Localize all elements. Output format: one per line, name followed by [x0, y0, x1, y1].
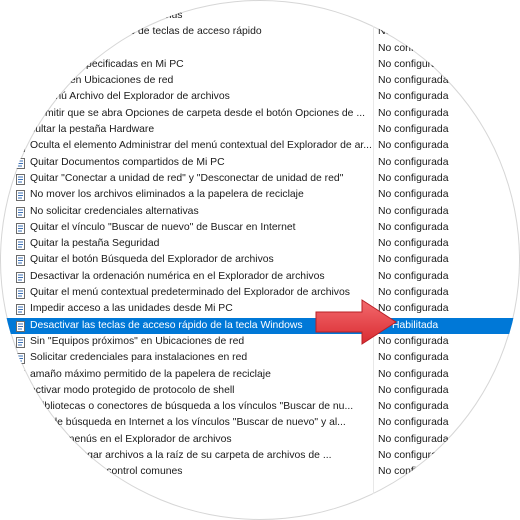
policy-name: Solicitar credenciales para instalaciones en red: [30, 352, 248, 364]
policy-name: S: [30, 42, 37, 54]
policy-state: No configurada: [378, 140, 449, 152]
policy-row[interactable]: [0, 318, 520, 334]
policy-state: No configurada: [378, 303, 449, 315]
policy-name: r bibliotecas o conectores de búsqueda a los vínculos "Buscar de nu...: [30, 401, 354, 413]
policy-state: No configurada: [378, 287, 449, 299]
policy-name: es de ventana y control comunes: [30, 466, 183, 478]
policy-setting-icon: [16, 125, 26, 136]
policy-state: No configurada: [378, 156, 449, 168]
policy-row[interactable]: [0, 204, 520, 220]
policy-state: No configurada: [378, 42, 449, 54]
policy-state: No configurada: [378, 401, 449, 413]
policy-state: No configurada: [378, 91, 449, 103]
policy-setting-icon: [16, 321, 26, 332]
policy-state: No configurada: [378, 205, 449, 217]
policy-setting-icon: [16, 304, 26, 315]
policy-state: No configurada: [378, 254, 449, 266]
policy-setting-icon: [16, 353, 26, 364]
policy-setting-icon: [16, 60, 26, 71]
policy-row[interactable]: [0, 122, 520, 138]
policy-row[interactable]: [0, 269, 520, 285]
policy-row[interactable]: [0, 285, 520, 301]
policy-name: permitir que se abra Opciones de carpeta desde el botón Opciones de ...: [30, 107, 366, 119]
policy-name: No mover los archivos eliminados a la papelera de reciclaje: [30, 189, 304, 201]
policy-row[interactable]: [0, 24, 520, 40]
policy-state: No configurada: [378, 58, 449, 70]
policy-row[interactable]: [0, 367, 520, 383]
policy-setting-icon: [16, 190, 26, 201]
policy-setting-icon: [16, 223, 26, 234]
policy-name: Quitar "Conectar a unidad de red" y "Desconectar de unidad de red": [30, 172, 344, 184]
policy-name: activar modo protegido de protocolo de shell: [30, 384, 235, 396]
policy-state: No configurada: [378, 124, 449, 136]
policy-name: Quitar el vínculo "Buscar de nuevo" de Buscar en Internet: [30, 221, 296, 233]
policy-state: No configurada: [378, 384, 449, 396]
policy-state: No configurada: [378, 352, 449, 364]
policy-setting-icon: [16, 272, 26, 283]
policy-name: a opción de subrayado de teclas de acceso rápido: [30, 26, 262, 38]
policy-state: Habilitada: [392, 319, 439, 331]
policy-name: ompleta en Ubicaciones de red: [30, 75, 174, 87]
policy-state: No configurada: [378, 26, 449, 38]
policy-name: Quitar el botón Búsqueda del Explorador de archivos: [30, 254, 274, 266]
policy-name: ración de la animación de menús: [30, 10, 183, 21]
policy-state: No configurada: [378, 335, 449, 347]
policy-state: No configurada: [378, 270, 449, 282]
policy-setting-icon: [16, 467, 26, 478]
policy-row[interactable]: [0, 236, 520, 252]
policy-state: No configurada: [378, 189, 449, 201]
policy-row[interactable]: [0, 187, 520, 203]
policy-setting-icon: [16, 27, 26, 38]
policy-setting-icon: [16, 207, 26, 218]
policy-state: No configurada: [378, 172, 449, 184]
policy-name: suarios agregar archivos a la raíz de su carpeta de archivos de ...: [30, 450, 332, 462]
policy-setting-icon: [16, 239, 26, 250]
policy-state: No configurada: [378, 417, 449, 429]
policy-state: No configurada: [378, 466, 449, 478]
policy-row[interactable]: [0, 41, 520, 57]
policy-row[interactable]: [0, 350, 520, 366]
policy-row[interactable]: [0, 464, 520, 480]
policy-row[interactable]: [0, 448, 520, 464]
policy-setting-icon: [16, 92, 26, 103]
policy-name: Oculta el elemento Administrar del menú contextual del Explorador de ar...: [30, 140, 372, 152]
policy-name: amaño máximo permitido de la papelera de reciclaje: [30, 368, 271, 380]
policy-setting-icon: [16, 435, 26, 446]
policy-name: Quitar la pestaña Seguridad: [30, 238, 160, 250]
policy-setting-icon: [16, 337, 26, 348]
policy-name: No solicitar credenciales alternativas: [30, 205, 199, 217]
policy-name: Impedir acceso a las unidades desde Mi PC: [30, 303, 233, 315]
policy-setting-icon: [16, 44, 26, 55]
policy-setting-icon: [16, 386, 26, 397]
policy-name: Quitar el menú contextual predeterminado del Explorador de archivos: [30, 287, 350, 299]
policy-name: itios de búsqueda en Internet a los vínculos "Buscar de nuevo" y al...: [30, 417, 346, 429]
policy-state: No configurada: [378, 450, 449, 462]
policy-state: No configurada: [378, 107, 449, 119]
policy-setting-icon: [16, 11, 26, 22]
policy-setting-icon: [16, 76, 26, 87]
policy-setting-icon: [16, 158, 26, 169]
policy-row[interactable]: [0, 399, 520, 415]
policy-row[interactable]: [0, 334, 520, 350]
policy-state: No configurada: [378, 433, 449, 445]
policy-setting-icon: [16, 418, 26, 429]
policy-name: Desactivar las teclas de acceso rápido de la tecla Windows: [30, 319, 303, 331]
policy-state: No configurada: [378, 368, 449, 380]
policy-row[interactable]: [0, 89, 520, 105]
policy-name: Desactivar la ordenación numérica en el Explorador de archivos: [30, 270, 325, 282]
policy-name: cultar la pestaña Hardware: [30, 124, 155, 136]
policy-row[interactable]: [0, 57, 520, 73]
policy-row[interactable]: [0, 171, 520, 187]
policy-setting-icon: [16, 370, 26, 381]
policy-row[interactable]: [0, 301, 520, 317]
policy-row[interactable]: [0, 415, 520, 431]
policy-settings-list: [0, 8, 520, 481]
policy-name: arra de menús en el Explorador de archivos: [30, 433, 232, 445]
policy-state: No configurada: [378, 75, 449, 87]
policy-setting-icon: [16, 141, 26, 152]
policy-row[interactable]: [0, 138, 520, 154]
policy-setting-icon: [16, 174, 26, 185]
policy-state: No configurada: [378, 221, 449, 233]
policy-row[interactable]: [0, 106, 520, 122]
policy-setting-icon: [16, 255, 26, 266]
policy-setting-icon: [16, 109, 26, 120]
policy-name: el menú Archivo del Explorador de archivos: [30, 91, 230, 103]
policy-row[interactable]: [0, 252, 520, 268]
policy-setting-icon: [16, 288, 26, 299]
policy-row[interactable]: [0, 8, 520, 24]
policy-state: No configurada: [378, 238, 449, 250]
policy-row[interactable]: [0, 155, 520, 171]
policy-row[interactable]: [0, 432, 520, 448]
policy-row[interactable]: [0, 73, 520, 89]
policy-setting-icon: [16, 451, 26, 462]
red-arrow-icon: [312, 298, 400, 346]
policy-name: Quitar Documentos compartidos de Mi PC: [30, 156, 225, 168]
policy-row[interactable]: [0, 383, 520, 399]
policy-setting-icon: [16, 402, 26, 413]
policy-name: Sin "Equipos próximos" en Ubicaciones de red: [30, 335, 245, 347]
policy-row[interactable]: [0, 220, 520, 236]
policy-name: unidades especificadas en Mi PC: [30, 58, 184, 70]
